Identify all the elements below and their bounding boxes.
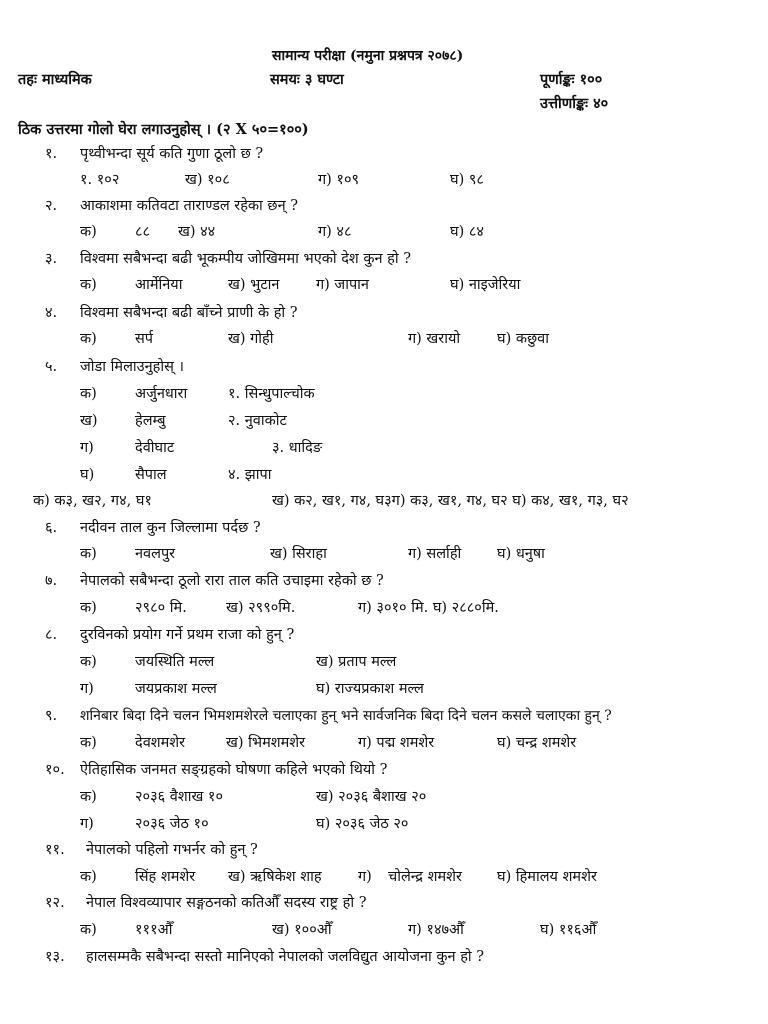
option: ग) जापान <box>316 277 369 293</box>
question-number: १०. <box>45 762 65 778</box>
exam-level: तहः माध्यमिक <box>18 71 92 88</box>
question-number: १२. <box>45 895 65 911</box>
option-label: क) <box>80 224 97 240</box>
option-label: क) <box>80 277 97 293</box>
option: घ) ९८ <box>450 172 484 188</box>
question-number: १३. <box>45 949 65 965</box>
question-text: जोडा मिलाउनुहोस् । <box>80 359 185 375</box>
option: ख) प्रताप मल्ल <box>316 654 397 670</box>
option-label: क) <box>80 789 97 805</box>
option: जयप्रकाश मल्ल <box>135 681 217 697</box>
pass-marks: उत्तीर्णाङ्कः ४० <box>540 95 609 112</box>
option: चोलेन्द्र शमशेर <box>388 869 462 885</box>
question-text: पृथ्वीभन्दा सूर्य कति गुणा ठूलो छ ? <box>80 146 264 162</box>
option: सिंह शमशेर <box>135 869 196 885</box>
match-right: २. नुवाकोट <box>228 413 287 429</box>
question-number: ५. <box>45 359 58 375</box>
option: ख) २९९०मि. <box>226 600 296 616</box>
option-label: क) <box>80 735 97 751</box>
option: ग) १०९ <box>318 172 360 188</box>
option: आर्मेनिया <box>135 277 183 293</box>
match-right: १. सिन्धुपाल्चोक <box>228 386 315 402</box>
question-number: ११. <box>45 842 65 858</box>
option-label: क) <box>80 922 97 938</box>
option: ग) १४७औँ <box>408 922 464 938</box>
match-label: क) <box>80 386 97 402</box>
option: १. १०२ <box>80 172 120 188</box>
option: ग) ३०१० मि. घ) २८८०मि. <box>358 600 499 616</box>
option-label: क) <box>80 654 97 670</box>
match-right: ३. धादिङ <box>272 440 323 456</box>
option: सर्प <box>135 331 154 347</box>
option: ग) पद्म शमशेर <box>358 735 435 751</box>
option-label: ग) <box>80 681 94 697</box>
option-label: क) <box>80 869 97 885</box>
match-label: घ) <box>80 467 95 483</box>
option: ख) गोही <box>228 331 274 347</box>
option-label: ग) <box>80 816 94 832</box>
question-text: शनिबार बिदा दिने चलन भिमशमशेरले चलाएका हुन् भने सार्वजनिक बिदा दिने चलन कसले चलाएका हुन् ? <box>80 708 612 724</box>
option: ख) १००औँ <box>272 922 332 938</box>
option: नवलपुर <box>135 546 176 562</box>
option: जयस्थिति मल्ल <box>135 654 215 670</box>
option-label: क) <box>80 546 97 562</box>
option: घ) हिमालय शमशेर <box>497 869 597 885</box>
question-text: हालसम्मकै सबैभन्दा सस्तो मानिएको नेपालको जलविद्युत आयोजना कुन हो ? <box>86 949 485 965</box>
question-number: ९. <box>45 708 58 724</box>
option-label: क) <box>80 331 97 347</box>
option: ग) खरायो <box>408 331 461 347</box>
question-number: ६. <box>45 520 58 536</box>
match-answer-option: क) क३, ख२, ग४, घ१ <box>33 493 152 509</box>
option: घ) राज्यप्रकाश मल्ल <box>316 681 424 697</box>
option: २०३६ जेठ १० <box>135 816 209 832</box>
option: घ) ११६औँ <box>540 922 597 938</box>
question-number: ४. <box>45 305 58 321</box>
match-left: सैपाल <box>135 467 167 483</box>
option: घ) धनुषा <box>497 546 545 562</box>
question-text: दुरविनको प्रयोग गर्ने प्रथम राजा को हुन् ? <box>80 627 295 643</box>
option: घ) नाइजेरिया <box>450 277 521 293</box>
question-text: नदीवन ताल कुन जिल्लामा पर्दछ ? <box>80 520 261 536</box>
match-left: हेलम्बु <box>135 413 166 429</box>
match-left: अर्जुनधारा <box>135 386 188 402</box>
option: ख) २०३६ बैशाख २० <box>316 789 427 805</box>
option: ख) ४४ <box>178 224 216 240</box>
question-text: नेपाल विश्वव्यापार सङ्गठनको कतिऔँ सदस्य राष्ट्र हो ? <box>86 895 367 911</box>
question-number: २. <box>45 198 58 214</box>
option: १११औँ <box>135 922 173 938</box>
option: ग) सर्लाही <box>408 546 462 562</box>
option: ख) १०८ <box>185 172 230 188</box>
option: ख) भिमशमशेर <box>226 735 306 751</box>
option: २०३६ वैशाख १० <box>135 789 223 805</box>
question-text: नेपालको पहिलो गभर्नर को हुन् ? <box>86 842 258 858</box>
exam-time: समयः ३ घण्टा <box>270 71 344 88</box>
match-left: देवीघाट <box>135 440 175 456</box>
match-label: ग) <box>80 440 94 456</box>
question-text: विश्वमा सबैभन्दा बढी बाँच्ने प्राणी के हो ? <box>80 305 298 321</box>
option: ख) सिराहा <box>270 546 327 562</box>
option-label: ग) <box>358 869 372 885</box>
option: घ) चन्द्र शमशेर <box>497 735 577 751</box>
question-number: ८. <box>45 627 58 643</box>
option: घ) ८४ <box>450 224 484 240</box>
question-text: नेपालको सबैभन्दा ठूलो रारा ताल कति उचाइमा रहेको छ ? <box>80 573 384 589</box>
option-label: क) <box>80 600 97 616</box>
option: ग) ४८ <box>318 224 352 240</box>
option: घ) २०३६ जेठ २० <box>316 816 409 832</box>
full-marks: पूर्णाङ्कः १०० <box>540 71 603 88</box>
instruction: ठिक उत्तरमा गोलो घेरा लगाउनुहोस् । (२ X ५०=१००) <box>18 121 309 138</box>
question-number: १. <box>45 146 58 162</box>
match-label: ख) <box>80 413 98 429</box>
question-text: आकाशमा कतिवटा ताराण्डल रहेका छन् ? <box>80 198 299 214</box>
option: ख) भुटान <box>228 277 280 293</box>
option: घ) कछुवा <box>497 331 549 347</box>
exam-title: सामान्य परीक्षा (नमुना प्रश्नपत्र २०७८) <box>272 48 464 64</box>
question-number: ७. <box>45 573 58 589</box>
option: ख) ऋषिकेश शाह <box>228 869 322 885</box>
match-right: ४. झापा <box>228 467 272 483</box>
option: देवशमशेर <box>135 735 186 751</box>
question-text: ऐतिहासिक जनमत सङ्ग्रहको घोषणा कहिले भएको थियो ? <box>80 762 388 778</box>
question-text: विश्वमा सबैभन्दा बढी भूकम्पीय जोखिममा भएको देश कुन हो ? <box>80 251 412 267</box>
option: २९८० मि. <box>135 600 187 616</box>
option: ८८ <box>135 224 151 240</box>
question-number: ३. <box>45 251 58 267</box>
match-answer-options: ख) क२, ख१, ग४, घ३ग) क३, ख१, ग४, घ२ घ) क४, ख१, ग३, घ२ <box>272 493 629 509</box>
